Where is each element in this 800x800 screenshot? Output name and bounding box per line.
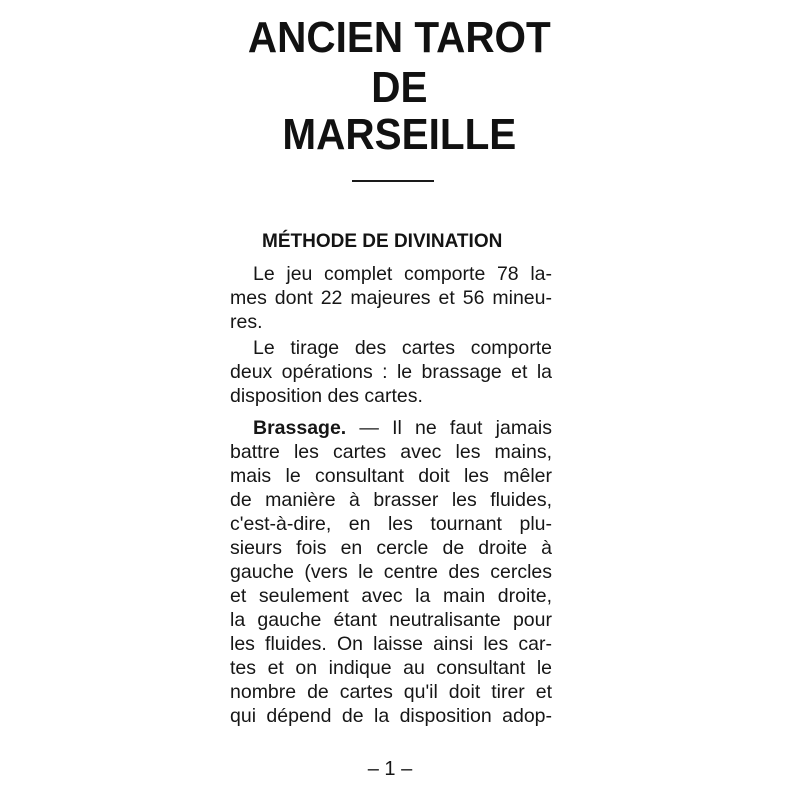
text-line: Le tirage des cartes comporte <box>253 337 552 359</box>
text-line: tes et on indique au consultant le <box>230 657 552 679</box>
text-line: deux opérations : le brassage et la <box>230 361 552 383</box>
text-line: mes dont 22 majeures et 56 mineu- <box>230 287 552 309</box>
text-line: mais le consultant doit les mêler <box>230 465 552 487</box>
text-line <box>253 416 552 440</box>
title-divider <box>352 180 434 182</box>
title-line-1: ANCIEN TAROT <box>247 13 551 62</box>
text-line: Le jeu complet comporte 78 la- <box>253 263 552 285</box>
text-line: et seulement avec la main droite, <box>230 585 552 607</box>
title-line-2: DE <box>371 63 428 112</box>
text-line: qui dépend de la disposition adop- <box>230 705 552 727</box>
text-line: gauche (vers le centre des cercles <box>230 561 552 583</box>
text-run: — Il ne faut jamais <box>346 417 552 439</box>
text-line: sieurs fois en cercle de droite à <box>230 537 552 559</box>
paragraph-lead-bold: Brassage. <box>253 417 347 439</box>
page-number: – 1 – <box>367 758 413 780</box>
text-line: c'est-à-dire, en les tournant plu- <box>230 513 552 535</box>
title-line-3: MARSEILLE <box>282 110 517 159</box>
text-line: de manière à brasser les fluides, <box>230 489 552 511</box>
text-line: battre les cartes avec les mains, <box>230 441 552 463</box>
text-line: la gauche étant neutralisante pour <box>230 609 552 631</box>
text-line: les fluides. On laisse ainsi les car- <box>230 633 552 655</box>
text-line: res. <box>230 311 263 333</box>
text-line: disposition des cartes. <box>230 385 423 407</box>
text-line: nombre de cartes qu'il doit tirer et <box>230 681 552 703</box>
section-heading: MÉTHODE DE DIVINATION <box>262 231 503 252</box>
